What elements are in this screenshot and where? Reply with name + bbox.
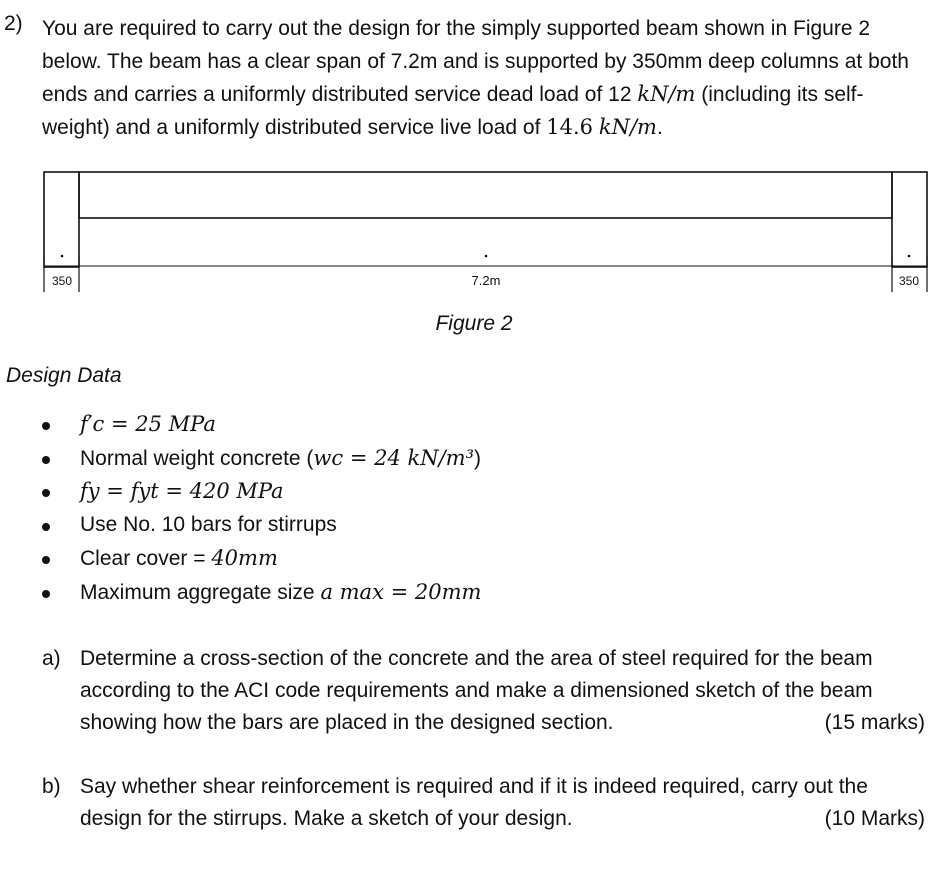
question-text-part1: You are required to carry out the design for the simply supported beam shown in Figure 2 below. The beam has a clear span of 7.2m and is supported by 350mm deep columns at both ends and carries a uniformly distributed service dead load of 12 xyxy=(42,17,909,106)
part-b-letter: b) xyxy=(42,775,61,798)
bullet-icon xyxy=(42,590,50,598)
figure-caption: Figure 2 xyxy=(435,312,513,335)
item-math: a max = 20mm xyxy=(320,579,482,604)
list-item xyxy=(0,477,948,511)
live-load-value: 14.6 xyxy=(546,115,594,139)
list-item xyxy=(0,511,948,545)
item-math: 40mm xyxy=(211,546,278,570)
part-a-body xyxy=(80,643,925,739)
item-math: wc = 24 kN/m³ xyxy=(313,445,475,470)
clear-cover xyxy=(80,546,278,571)
live-load-unit: kN/m xyxy=(598,115,657,139)
list-item xyxy=(0,410,948,444)
bullet-icon xyxy=(42,556,50,564)
left-dim-dot xyxy=(61,255,64,258)
design-data-list xyxy=(0,410,948,611)
part-b-line-text: design for the stirrups. Make a sketch of your design. xyxy=(80,807,573,830)
part-b-line-last xyxy=(80,803,925,835)
left-support-label: 350 xyxy=(51,274,73,288)
part-a-line-last xyxy=(80,707,925,739)
concrete-weight xyxy=(80,446,481,471)
question-number: 2) xyxy=(4,12,23,35)
right-column xyxy=(892,172,927,267)
part-b-line: Say whether shear reinforcement is required and if it is indeed required, carry out the xyxy=(80,775,868,798)
design-data-title: Design Data xyxy=(6,364,122,387)
bullet-icon xyxy=(42,422,50,430)
item-text-end: ) xyxy=(474,446,482,470)
bullet-icon xyxy=(42,489,50,497)
span-label: 7.2m xyxy=(471,273,501,288)
span-dim-dot xyxy=(485,255,488,258)
list-item xyxy=(0,578,948,612)
stirrup-bars: Use No. 10 bars for stirrups xyxy=(80,512,337,536)
fy-value: fy = fyt = 420 MPa xyxy=(80,479,284,503)
item-text: Clear cover = xyxy=(80,547,212,570)
part-b-marks: (10 Marks) xyxy=(824,807,925,830)
item-text: Maximum aggregate size xyxy=(80,580,321,604)
question-text xyxy=(42,12,927,144)
fc-value: f′c = 25 MPa xyxy=(80,412,216,436)
question-text-part2: (including its self-weight) and a uniformly distributed service live load of xyxy=(42,83,864,139)
left-column xyxy=(44,172,79,267)
item-text: Normal weight concrete ( xyxy=(80,446,314,470)
dead-load-unit: kN/m xyxy=(637,82,696,106)
right-dim-dot xyxy=(908,255,911,258)
part-a-line: Determine a cross-section of the concrete and the area of steel required for the beam xyxy=(80,647,873,670)
part-b-body xyxy=(80,771,925,835)
bullet-icon xyxy=(42,523,50,531)
right-support-label: 350 xyxy=(898,274,920,288)
aggregate-size xyxy=(80,580,481,605)
beam-figure xyxy=(0,160,948,295)
part-a-letter: a) xyxy=(42,647,61,670)
question-text-end: . xyxy=(656,116,663,139)
part-a-line-text: showing how the bars are placed in the designed section. xyxy=(80,711,614,734)
list-item xyxy=(0,544,948,578)
part-a-line: according to the ACI code requirements and make a dimensioned sketch of the beam xyxy=(80,679,873,702)
bullet-icon xyxy=(42,456,50,464)
part-a-marks: (15 marks) xyxy=(824,711,925,734)
list-item xyxy=(0,444,948,478)
beam-body xyxy=(79,172,892,218)
